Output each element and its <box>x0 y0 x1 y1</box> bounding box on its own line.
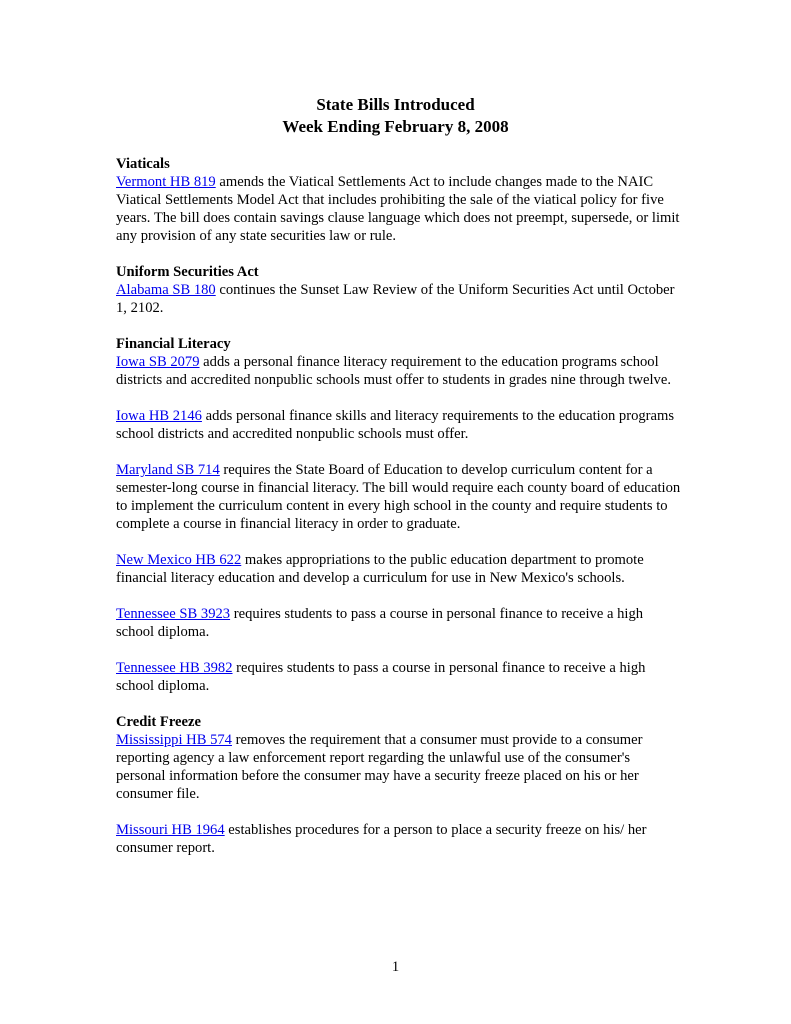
bill-description: requires students to pass a course in personal finance to receive a high school diploma. <box>116 660 646 694</box>
bill-link[interactable]: Missouri HB 1964 <box>116 822 225 838</box>
page-number: 1 <box>391 959 400 975</box>
bill-entry <box>116 821 682 857</box>
section-credit-freeze <box>116 713 682 857</box>
section-heading: Credit Freeze <box>116 714 201 730</box>
section-heading: Viaticals <box>116 156 170 172</box>
document-body <box>116 155 682 875</box>
bill-entry <box>116 173 682 245</box>
bill-link[interactable]: Vermont HB 819 <box>116 174 216 190</box>
bill-description: requires students to pass a course in personal finance to receive a high school diploma. <box>116 606 644 640</box>
bill-entry <box>116 353 682 389</box>
bill-link[interactable]: Tennessee HB 3982 <box>116 660 233 676</box>
section-uniform-securities-act <box>116 263 682 317</box>
document-subtitle: Week Ending February 8, 2008 <box>282 117 509 136</box>
bill-link[interactable]: New Mexico HB 622 <box>116 552 242 568</box>
section-heading: Financial Literacy <box>116 336 231 352</box>
bill-description: adds personal finance skills and literacy requirements to the education programs school districts and accredited nonpublic schools must offer. <box>116 408 675 442</box>
bill-entry <box>116 407 682 443</box>
bill-link[interactable]: Iowa HB 2146 <box>116 408 202 424</box>
bill-entry <box>116 281 682 317</box>
bill-description: establishes procedures for a person to place a security freeze on his/ her consumer report. <box>116 822 647 856</box>
bill-link[interactable]: Tennessee SB 3923 <box>116 606 231 622</box>
bill-description: amends the Viatical Settlements Act to include changes made to the NAIC Viatical Settlements Model Act that includes prohibiting the sale of the viatical policy for five years. The bill does contain savings clause language which does not preempt, supersede, or limit any provision of any state securities law or rule. <box>116 174 680 244</box>
bill-entry <box>116 605 682 641</box>
bill-description: requires the State Board of Education to develop curriculum content for a semester-long course in financial literacy. The bill would require each county board of education to implement the curriculum content in every high school in the county and require students to complete a course in financial literacy in order to graduate. <box>116 462 681 532</box>
bill-entry <box>116 731 682 803</box>
bill-link[interactable]: Maryland SB 714 <box>116 462 220 478</box>
bill-entry <box>116 461 682 533</box>
bill-description: adds a personal finance literacy requirement to the education programs school districts and accredited nonpublic schools must offer to students in grades nine through twelve. <box>116 354 671 388</box>
bill-description: removes the requirement that a consumer must provide to a consumer reporting agency a law enforcement report regarding the unlawful use of the consumer's personal information before the consumer may have a security freeze placed on his or her consumer file. <box>116 732 643 802</box>
document-title: State Bills Introduced <box>316 95 475 114</box>
section-viaticals <box>116 155 682 245</box>
bill-link[interactable]: Alabama SB 180 <box>116 282 216 298</box>
section-financial-literacy <box>116 335 682 695</box>
bill-entry <box>116 659 682 695</box>
bill-link[interactable]: Mississippi HB 574 <box>116 732 232 748</box>
section-heading: Uniform Securities Act <box>116 264 259 280</box>
bill-description: continues the Sunset Law Review of the Uniform Securities Act until October 1, 2102. <box>116 282 675 316</box>
bill-link[interactable]: Iowa SB 2079 <box>116 354 200 370</box>
title-block <box>0 94 791 138</box>
bill-description: makes appropriations to the public education department to promote financial literacy education and develop a curriculum for use in New Mexico's schools. <box>116 552 644 586</box>
bill-entry <box>116 551 682 587</box>
